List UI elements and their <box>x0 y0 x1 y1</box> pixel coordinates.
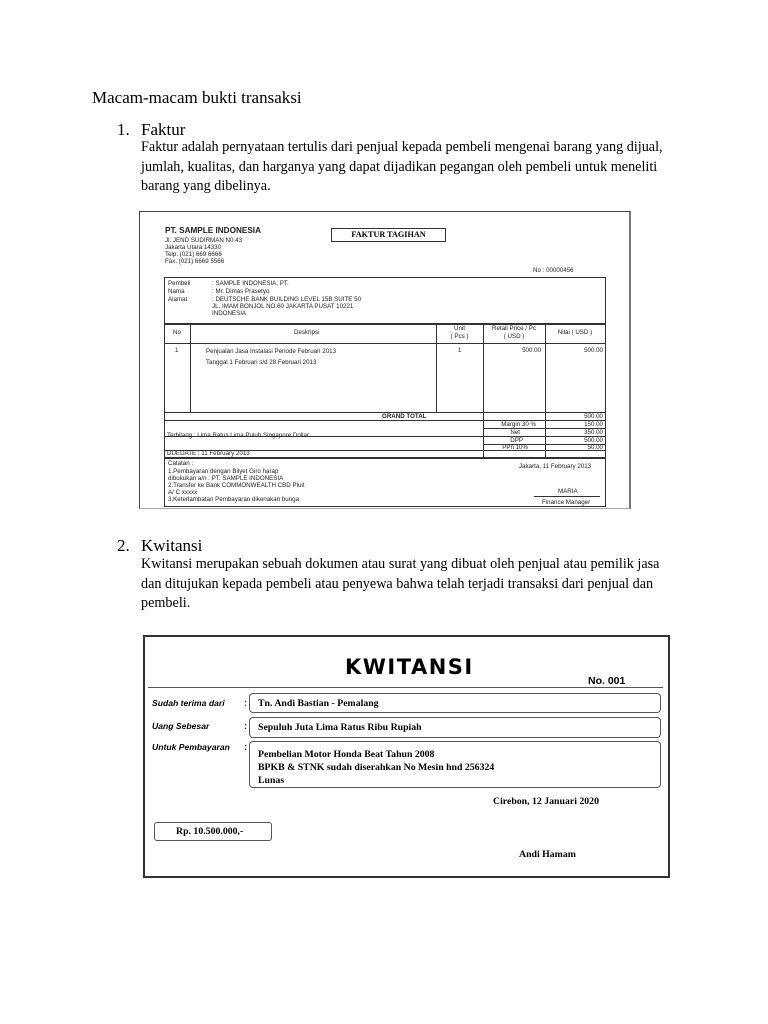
kwitansi-colon: : <box>244 698 247 708</box>
kwitansi-label-amount-words: Uang Sebesar <box>152 721 210 731</box>
section-number: 2. <box>117 536 130 555</box>
kwitansi-place-date: Cirebon, 12 Januari 2020 <box>493 796 599 807</box>
faktur-summary-value: 50.00 <box>587 444 603 451</box>
faktur-col-header: Deskripsi <box>294 329 320 336</box>
faktur-summary-value: 350.00 <box>584 429 603 436</box>
faktur-item-desc: Penjualan Jasa Instalasi Periode Februari 2013 <box>206 348 337 355</box>
faktur-sign-line <box>534 496 600 497</box>
faktur-note-line: 2.Transfer ke Bank COMMONWEALTH CBD Pluit <box>168 482 305 489</box>
section-paragraph-kwitansi: Kwitansi merupakan sebuah dokumen atau surat yang dibuat oleh penjual atau pemilik jasa dan ditujukan kepada pembeli atau penyewa bahwa telah terjadi transaksi dari penjual dan pembeli. <box>141 556 660 611</box>
section-title: Faktur <box>141 120 186 139</box>
faktur-note-line: 1.Pembayaran dengan Bilyet Giro harap <box>168 468 279 475</box>
faktur-item-value: 500.00 <box>584 347 603 354</box>
kwitansi-divider <box>148 687 663 688</box>
faktur-summary-label: DPP <box>510 437 523 444</box>
faktur-note-line: dibukukan a/n : PT. SAMPLE INDONESIA <box>168 475 284 482</box>
faktur-invoice-image <box>139 211 631 509</box>
faktur-grand-total-value: 500.00 <box>584 413 603 420</box>
kwitansi-receipt-image <box>143 635 670 878</box>
faktur-address-line: Jl. JEND SUDIRMAN N0.43 <box>165 237 243 244</box>
kwitansi-field-purpose <box>249 741 661 788</box>
faktur-terbilang: Terbilang : Lima Ratus Lima Puluh Singapore Dollar <box>167 432 310 439</box>
faktur-item-unit: 1 <box>458 347 462 354</box>
section-paragraph-faktur: Faktur adalah pernyataan tertulis dari penjual kepada pembeli mengenai barang yang dijual, jumlah, kualitas, dan harganya yang dapat dijadikan pegangan oleh pembeli untuk meneliti barang yang dibelinya. <box>141 139 663 194</box>
faktur-item-desc: Tanggal 1 Februari s/d 28 Februari 2013 <box>206 359 317 366</box>
faktur-col-header: Retail Price / Pc <box>491 325 536 332</box>
faktur-col-header: ( USD ) <box>503 333 525 340</box>
section-heading-kwitansi <box>117 536 202 556</box>
faktur-col-header: ( Pcs ) <box>450 333 469 340</box>
faktur-note-line: A/ C xxxxx <box>168 489 198 496</box>
faktur-summary-label: PPn 10% <box>502 444 528 451</box>
kwitansi-colon: : <box>244 721 247 731</box>
faktur-summary-label: Margin 30 % <box>501 421 536 428</box>
faktur-note-line: 3.Keterlambatan Pembayaran dikenakan bunga <box>168 496 300 503</box>
faktur-address-line: Jakarta Utara 14330 <box>165 244 222 251</box>
faktur-number: No : 00000456 <box>533 267 574 274</box>
kwitansi-colon: : <box>244 742 247 752</box>
faktur-buyer-value: : Mr. Dimas Prasetyo <box>212 288 270 295</box>
section-title: Kwitansi <box>141 536 203 555</box>
faktur-sign-title: Finance Manager <box>542 499 591 506</box>
section-heading-faktur <box>117 120 185 140</box>
faktur-item-price: 500.00 <box>522 347 541 354</box>
faktur-note-line: Catatan : <box>168 460 194 467</box>
faktur-col-header: Unit <box>453 325 465 332</box>
kwitansi-purpose-line: Lunas <box>258 775 285 786</box>
faktur-buyer-label: Alamat <box>168 296 188 303</box>
faktur-title: FAKTUR TAGIHAN <box>331 228 446 242</box>
faktur-summary-value: 500.00 <box>584 437 603 444</box>
kwitansi-number: No. 001 <box>588 675 626 687</box>
kwitansi-signer: Andi Hamam <box>519 849 576 860</box>
kwitansi-label-purpose: Untuk Pembayaran <box>152 742 230 752</box>
faktur-buyer-value: INDONESIA <box>212 310 247 317</box>
faktur-duedate: DUEDATE : 11 February 2013 <box>167 450 250 457</box>
faktur-sign-name: MARIA <box>558 488 578 495</box>
kwitansi-label-received-from: Sudah terima dari <box>152 698 225 708</box>
document-title: Macam-macam bukti transaksi <box>92 88 302 107</box>
kwitansi-title: KWITANSI <box>345 655 474 679</box>
kwitansi-amount: Rp. 10.500.000,- <box>154 822 272 841</box>
faktur-grand-total-label: GRAND TOTAL <box>382 413 427 420</box>
faktur-item-no: 1 <box>175 347 179 354</box>
faktur-col-header: No <box>173 329 181 336</box>
kwitansi-purpose-line: BPKB & STNK sudah diserahkan No Mesin hnd 256324 <box>258 762 495 773</box>
faktur-buyer-value: : SAMPLE INDONESIA, PT. <box>212 280 289 287</box>
kwitansi-field-amount-words: Sepuluh Juta Lima Ratus Ribu Rupiah <box>249 717 661 738</box>
faktur-summary-value: 150.00 <box>584 421 603 428</box>
faktur-address-line: Telp. (021) 669 6666 <box>165 251 222 258</box>
faktur-col-header: Nilai ( USD ) <box>557 329 593 336</box>
faktur-buyer-value: : DEUTSCHE BANK BUILDING LEVEL 15B SUITE 50 <box>212 296 362 303</box>
kwitansi-purpose-line: Pembelian Motor Honda Beat Tahun 2008 <box>258 749 435 760</box>
faktur-summary-label: Net <box>510 429 520 436</box>
faktur-buyer-label: Pembeli <box>168 280 191 287</box>
faktur-buyer-value: JL. IMAM BONJOL NO.60 JAKARTA PUSAT 10221 <box>212 303 354 310</box>
faktur-buyer-label: Nama <box>168 288 185 295</box>
faktur-sign-place-date: Jakarta, 11 February 2013 <box>519 463 592 470</box>
section-number: 1. <box>117 120 130 139</box>
faktur-address-line: Fax. (021) 6669 5566 <box>165 258 225 265</box>
kwitansi-field-received-from: Tn. Andi Bastian - Pemalang <box>249 693 661 713</box>
faktur-company-name: PT. SAMPLE INDONESIA <box>165 226 261 235</box>
